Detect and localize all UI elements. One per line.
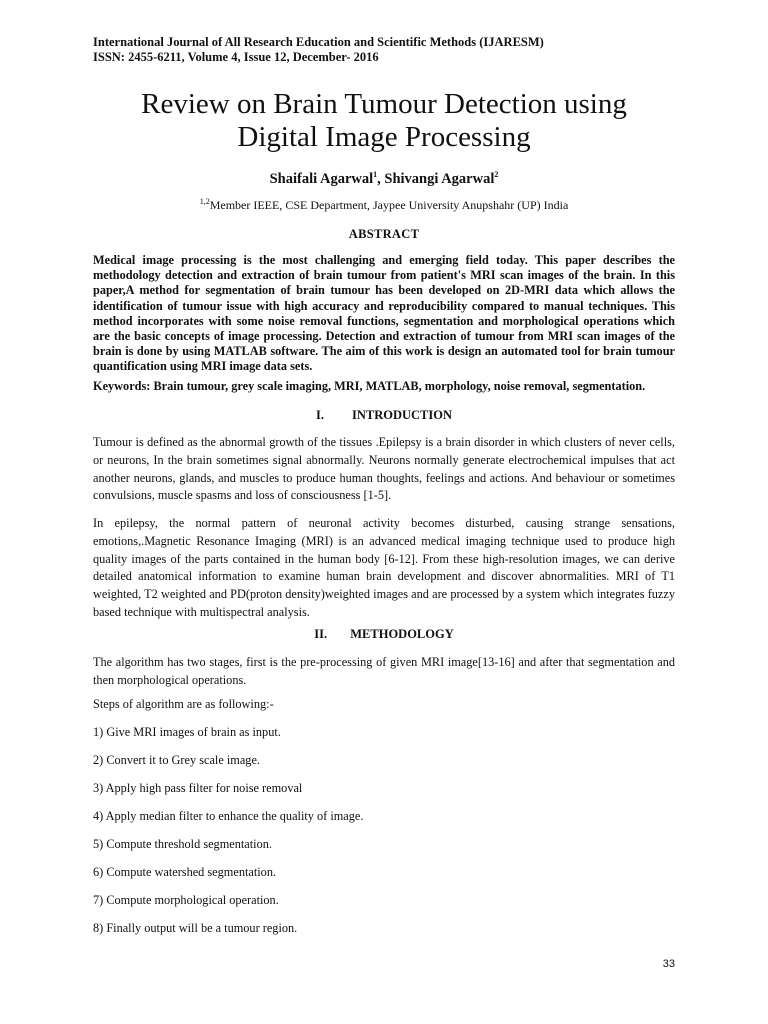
journal-issn: ISSN: 2455-6211, Volume 4, Issue 12, December- 2016 [93, 50, 379, 64]
affiliation-superscript: 1,2 [199, 197, 210, 206]
author-2: Shivangi Agarwal [384, 170, 495, 187]
step-item: 2) Convert it to Grey scale image. [93, 753, 260, 767]
affiliation [60, 197, 708, 213]
section-title: METHODOLOGY [350, 627, 454, 641]
author-1: Shaifali Agarwal [269, 170, 374, 187]
keywords: Keywords: Brain tumour, grey scale imaging, MRI, MATLAB, morphology, noise removal, segmentation. [93, 379, 646, 393]
step-item: 7) Compute morphological operation. [93, 893, 279, 907]
section-title: INTRODUCTION [351, 408, 452, 422]
step-item: 3) Apply high pass filter for noise removal [93, 781, 303, 795]
paper-title-line-2: Digital Image Processing [237, 121, 531, 153]
section-heading-introduction [93, 408, 675, 423]
step-item: 8) Finally output will be a tumour region. [93, 921, 298, 935]
step-item: 4) Apply median filter to enhance the quality of image. [93, 809, 364, 823]
journal-header [93, 35, 544, 65]
intro-paragraph-1: Tumour is defined as the abnormal growth of the tissues .Epilepsy is a brain disorder in which clusters of never cells, or neurons, In the brain sometimes signal abnormally. Neurons normally generate electrochemical impulses that act another neurons, glands, and muscles to produce human thoughts, feelings and actions. And behaviour or sometimes convulsions, muscle spasms and loss of consciousness [1-5]. [93, 435, 675, 503]
step-item: 1) Give MRI images of brain as input. [93, 725, 281, 739]
author-2-superscript: 2 [494, 170, 499, 179]
author-separator: , [377, 170, 385, 187]
steps-intro: Steps of algorithm are as following:- [93, 697, 274, 711]
section-number: I. [315, 408, 324, 422]
step-item: 5) Compute threshold segmentation. [93, 837, 272, 851]
journal-name: International Journal of All Research Education and Scientific Methods (IJARESM) [93, 35, 544, 49]
author-1-superscript: 1 [373, 170, 378, 179]
abstract-heading: ABSTRACT [348, 227, 420, 241]
affiliation-text: Member IEEE, CSE Department, Jaypee University Anupshahr (UP) India [209, 198, 569, 212]
abstract-text: Medical image processing is the most challenging and emerging field today. This paper describes the methodology detection and extraction of brain tumour from patient's MRI scan images of the brain. In this paper,A method for segmentation of brain tumour has been developed on 2D-MRI data which allows the identification of tumour issue with high accuracy and reproducibility compared to manual techniques. This method incorporates with some noise removal functions, segmentation and morphological operations which are the basic concepts of image processing. Detection and extraction of tumour from MRI scan images of the brain is done by using MATLAB software. The aim of this work is design an automated tool for brain tumour quantification using MRI image data sets. [93, 253, 675, 374]
section-number: II. [314, 627, 328, 641]
method-paragraph: The algorithm has two stages, first is the pre-processing of given MRI image[13-16] and after that segmentation and then morphological operations. [93, 655, 675, 687]
paper-title-line-1: Review on Brain Tumour Detection using [141, 88, 627, 120]
step-item: 6) Compute watershed segmentation. [93, 865, 277, 879]
section-heading-methodology [93, 627, 675, 642]
intro-paragraph-2: In epilepsy, the normal pattern of neuronal activity becomes disturbed, causing strange sensations, emotions,.Magnetic Resonance Imaging (MRI) is an advanced medical imaging technique used to produce high quality images of the parts contained in the human body [6-12]. From these high-resolution images, we can derive detailed anatomical information to examine human brain development and discover abnormalities. MRI of T1 weighted, T2 weighted and PD(proton density)weighted images and are processed by a system which integrates fuzzy based technique with multispectral analysis. [93, 516, 675, 619]
page-number: 33 [662, 958, 675, 970]
paper-title [60, 88, 708, 154]
author-list [60, 170, 708, 188]
